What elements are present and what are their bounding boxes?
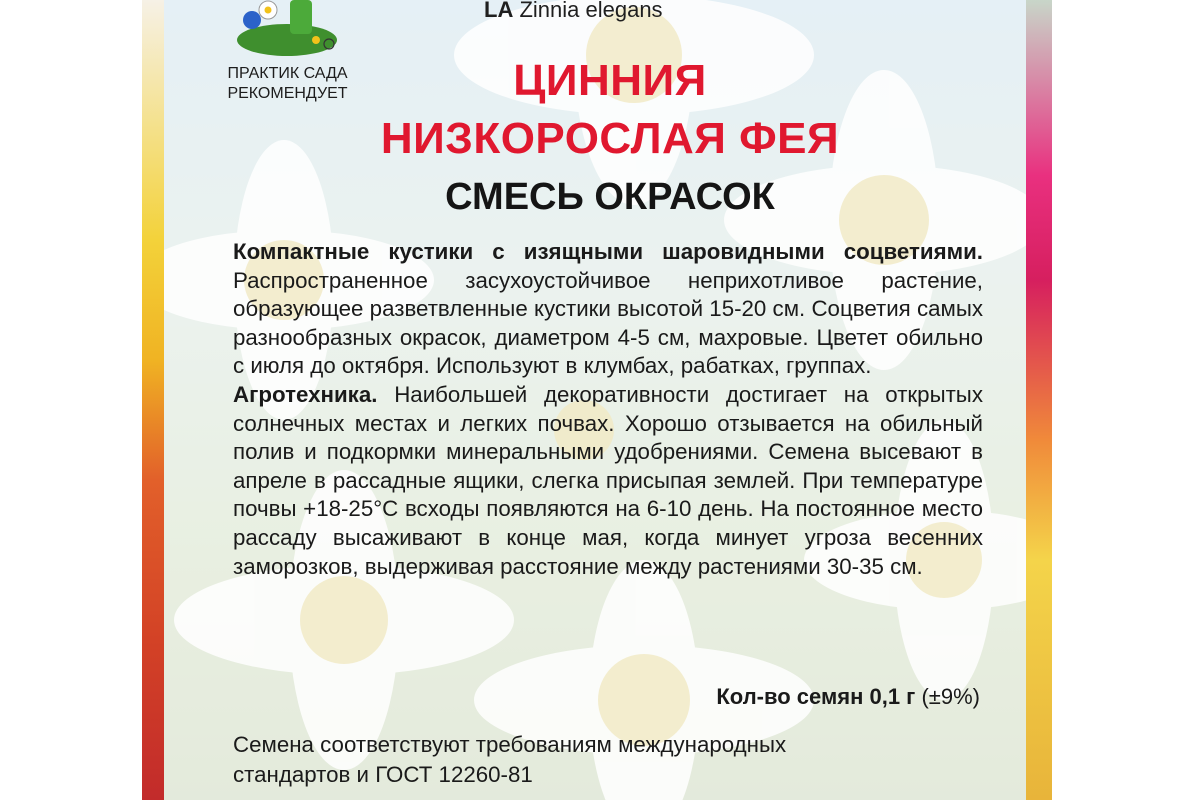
seed-quantity-label: Кол-во семян 0,1 г [716,684,916,709]
standards-line1: Семена соответствуют требованиям международных [233,732,787,757]
title-line2: НИЗКОРОСЛАЯ ФЕЯ [380,114,840,163]
title-line1: ЦИННИЯ [513,56,707,105]
logo-caption-line1: ПРАКТИК САДА [227,65,348,82]
description-paragraph [233,238,983,381]
latin-prefix: LA [484,0,514,22]
subtitle: СМЕСЬ ОКРАСОК [445,176,775,218]
agro-heading: Агротехника. [233,381,378,407]
standards-note [233,730,993,790]
latin-name [484,0,663,23]
description-text: Распространенное засухоустойчивое неприхотливое растение, образующее разветвленные кустики высотой 15-20 см. Соцветия самых разнообразных окрасок, диаметром 4-5 см, махровые. Цветет обильно с июля до октября. Используют в клумбах, рабатках, группах. [233,267,983,379]
latin-species: Zinnia elegans [519,0,663,22]
seed-quantity-tolerance: (±9%) [921,684,980,709]
logo-caption-line2: РЕКОМЕНДУЕТ [227,85,348,102]
standards-line2: стандартов и ГОСТ 12260-81 [233,762,533,787]
agro-text: Наибольшей декоративности достигает на открытых солнечных местах и легких почвах. Хорошо отзывается на обильный полив и подкормки минеральными удобрениями. Семена высевают в апреле в рассадные ящики, слегка присыпая землей. При температуре почвы +18-25°С всходы появляются на 6-10 день. На постоянное место рассаду высаживают в конце мая, когда минует угроза весенних заморозков, выдерживая расстояние между растениями 30-35 см. [233,381,983,579]
description-lead: Компактные кустики с изящными шаровидными соцветиями. [233,239,983,264]
seed-quantity [716,684,980,710]
description-block [233,238,983,581]
gardener-logo-icon [232,0,342,58]
agro-paragraph [233,381,983,581]
